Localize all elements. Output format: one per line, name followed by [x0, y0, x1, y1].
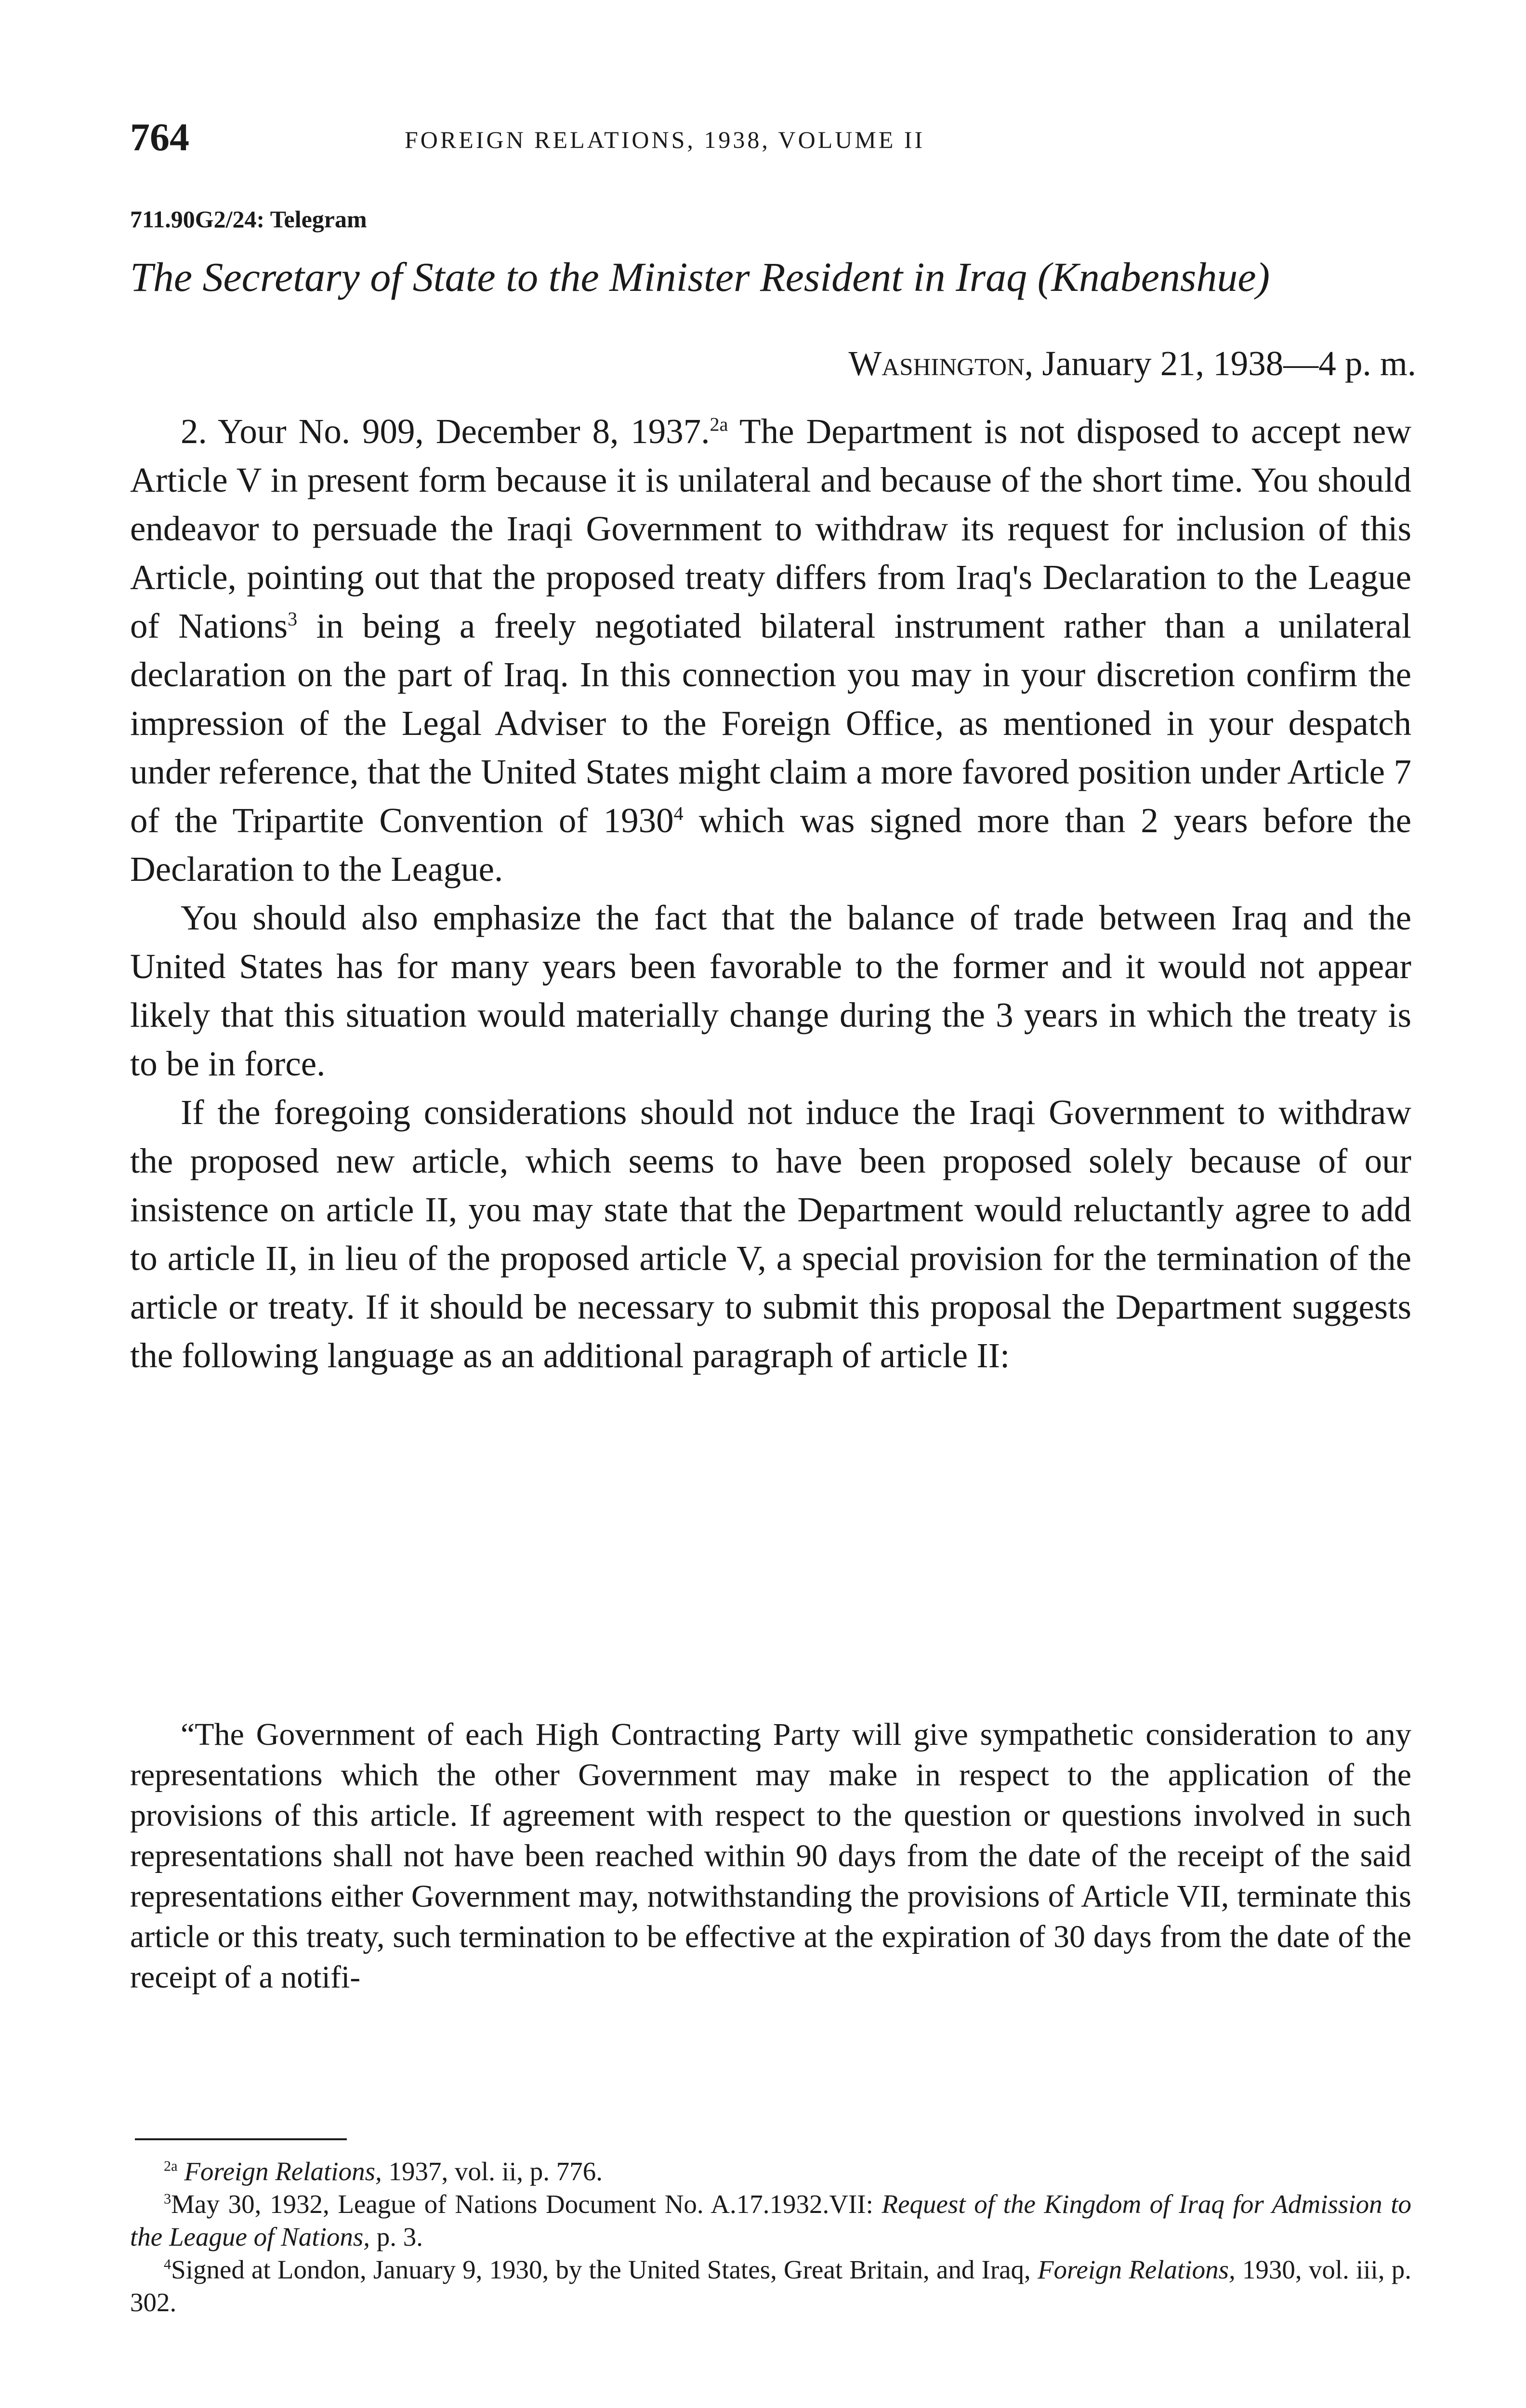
footnote-4: [130, 2253, 1411, 2319]
footnote-title: Request of the Kingdom of Iraq for Admission to the League of Nations,: [130, 2189, 1411, 2251]
footnote-text: 1930, vol. iii, p. 302.: [130, 2255, 1411, 2317]
footnote-ref-2a: 2a: [710, 413, 728, 435]
footnote-title: Foreign Relations,: [184, 2157, 382, 2186]
paragraph-3: If the foregoing considerations should not induce the Iraqi Government to withdraw the proposed new article, which seems to have been proposed solely because of our insistence on article II, you may state that the Department would reluctantly agree to add to article II, in lieu of the proposed article V, a special provision for the termination of the article or treaty. If it should be necessary to submit this proposal the Department suggests the following language as an additional paragraph of article II:: [130, 1093, 1411, 1375]
footnote-2a: [130, 2155, 1411, 2188]
footnote-3: [130, 2188, 1411, 2253]
footnote-text: Signed at London, January 9, 1930, by the United States, Great Britain, and Iraq,: [171, 2255, 1038, 2284]
footnote-mark: 2a: [164, 2158, 178, 2174]
footnote-text: May 30, 1932, League of Nations Document No. A.17.1932.VII:: [171, 2189, 882, 2219]
dateline-place: Washington,: [848, 344, 1034, 383]
heading-name: (Knabenshue): [1037, 254, 1270, 300]
paragraph-1-part-c: in being a freely negotiated bilateral instrument rather than a unilateral declaration on the part of Iraq. In this connection you may in your discretion confirm the impression of the Legal Adviser to the Foreign Office, as mentioned in your despatch under reference, that the United States might claim a more favored position under Article 7 of the Tripartite Convention of 1930: [130, 606, 1411, 840]
footnote-ref-4: 4: [673, 802, 684, 824]
body-text: [130, 407, 1411, 1380]
footnote-ref-3: 3: [288, 608, 298, 630]
footnote-text: p. 3.: [370, 2222, 423, 2251]
footnote-divider: [135, 2138, 347, 2140]
dateline-date: January 21, 1938—4 p. m.: [1042, 344, 1416, 383]
running-head: [130, 111, 1411, 164]
dateline: [626, 340, 1416, 388]
quote-paragraph: “The Government of each High Contracting Party will give sympathetic consideration to any representations which the other Government may make in respect to the application of the provisions of this article. If agreement with respect to the question or questions involved in such representations shall not have been reached within 90 days from the date of the receipt of the said representations either Government may, notwithstanding the provisions of Article VII, terminate this article or this treaty, such termination to be effective at the expiration of 30 days from the date of the receipt of a notifi-: [130, 1717, 1411, 1995]
paragraph-1-part-a: 2. Your No. 909, December 8, 1937.: [181, 412, 710, 451]
footnote-title: Foreign Relations,: [1037, 2255, 1236, 2284]
footnote-mark: 3: [164, 2190, 171, 2207]
running-title: FOREIGN RELATIONS, 1938, VOLUME II: [405, 126, 925, 153]
heading-main: The Secretary of State to the Minister Resident in Iraq: [130, 254, 1027, 300]
page-number: 764: [130, 115, 189, 159]
paragraph-2: You should also emphasize the fact that the balance of trade between Iraq and the United States has for many years been favorable to the former and it would not appear likely that this situation would materially change during the 3 years in which the treaty is to be in force.: [130, 898, 1411, 1083]
footnotes: [130, 2155, 1411, 2319]
paragraph-1-part-d: which was signed more than 2 years before the Declaration to the League.: [130, 801, 1411, 889]
footnote-mark: 4: [164, 2256, 171, 2273]
file-number: 711.90G2/24: Telegram: [130, 206, 367, 233]
paragraph-1: [130, 407, 1411, 893]
paragraph-1-part-b: The Department is not disposed to accept new Article V in present form because it is unilateral and because of the short time. You should endeavor to persuade the Iraqi Government to withdraw its request for inclusion of this Article, pointing out that the proposed treaty differs from Iraq's Declaration to the League of Nations: [130, 412, 1411, 645]
document-heading: [130, 250, 1270, 303]
quoted-provision: [130, 1714, 1411, 1998]
footnote-text: 1937, vol. ii, p. 776.: [382, 2157, 603, 2186]
